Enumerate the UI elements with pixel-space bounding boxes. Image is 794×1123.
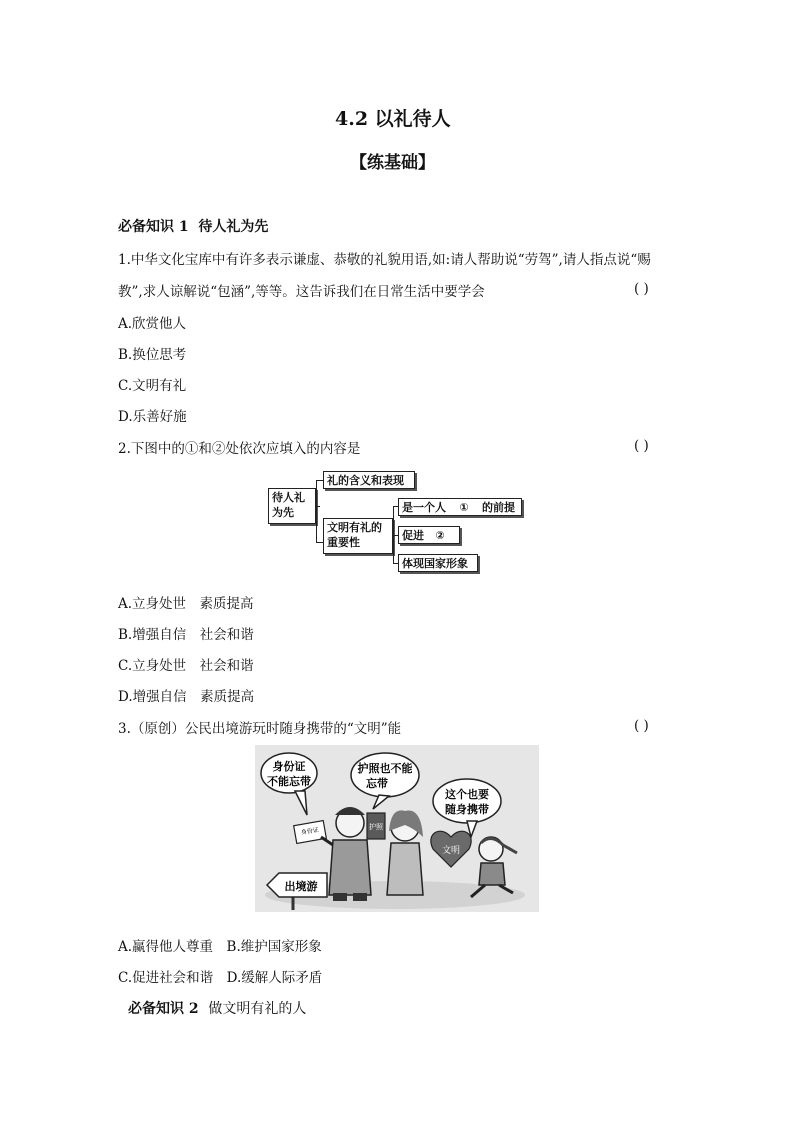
leaf-1-prefix: 是一个人: [402, 501, 446, 514]
bubble-2-line-2: 忘带: [366, 777, 388, 790]
blank-2: ②: [424, 528, 456, 544]
diagram-root: 待人礼为先: [268, 488, 316, 524]
bubble-1-line-1: 身份证: [272, 760, 306, 773]
section-heading-1: [118, 216, 268, 236]
concept-diagram: [265, 466, 530, 576]
question-3-text: 3.（原创）公民出境游玩时随身携带的“文明”能: [118, 721, 402, 737]
bubble-1-line-2: 不能忘带: [267, 775, 311, 788]
civility-cartoon: [255, 745, 539, 912]
page-title: 4.2 以礼待人: [335, 108, 451, 130]
sign-label: 出境游: [284, 880, 318, 893]
heart-label: 文明: [441, 846, 461, 856]
diagram-branch-1: 礼的含义和表现: [323, 471, 415, 489]
bubble-3-line-2: 随身携带: [445, 803, 489, 816]
page-subtitle: 【练基础】: [350, 153, 435, 173]
diagram-leaf-3: 体现国家形象: [398, 554, 478, 572]
option-2c: C.立身处世 社会和谐: [118, 658, 254, 674]
leaf-2-prefix: 促进: [402, 529, 424, 542]
section-label: 必备知识 2: [128, 1001, 199, 1017]
blank-1: ①: [446, 500, 482, 516]
options-3-line-1: A.赢得他人尊重 B.维护国家形象: [118, 939, 322, 955]
option-1a: A.欣赏他人: [118, 316, 187, 332]
question-2-text: 2.下图中的①和②处依次应填入的内容是: [118, 441, 361, 457]
option-2d: D.增强自信 素质提高: [118, 689, 255, 705]
section-name: 待人礼为先: [198, 219, 269, 235]
passport-label: 护照: [369, 823, 383, 831]
bubble-3-line-1: 这个也要: [445, 788, 489, 801]
option-1d: D.乐善好施: [118, 409, 187, 425]
options-3-line-2: C.促进社会和谐 D.缓解人际矛盾: [118, 970, 323, 986]
bubble-2-line-1: 护照也不能: [357, 762, 413, 775]
option-1c: C.文明有礼: [118, 378, 187, 394]
answer-paren-1: ( ): [634, 281, 649, 297]
section-label: 必备知识 1: [118, 219, 189, 235]
answer-paren-3: ( ): [634, 718, 649, 734]
diagram-leaf-1: [398, 498, 522, 516]
leaf-1-suffix: 的前提: [482, 501, 515, 514]
diagram-branch-2: 文明有礼的重要性: [323, 518, 393, 554]
section-heading-2: [128, 998, 306, 1018]
option-2b: B.增强自信 社会和谐: [118, 627, 254, 643]
idcard-label: 身份证: [300, 826, 320, 837]
answer-paren-2: ( ): [634, 438, 649, 454]
question-1-line-2: 教”,求人谅解说“包涵”,等等。这告诉我们在日常生活中要学会: [118, 284, 485, 300]
question-1-line-1: 1.中华文化宝库中有许多表示谦虚、恭敬的礼貌用语,如:请人帮助说“劳驾”,请人指点说“赐: [118, 252, 651, 268]
option-2a: A.立身处世 素质提高: [118, 596, 254, 612]
diagram-leaf-2: [398, 526, 460, 544]
option-1b: B.换位思考: [118, 347, 187, 363]
section-name: 做文明有礼的人: [208, 1001, 307, 1017]
